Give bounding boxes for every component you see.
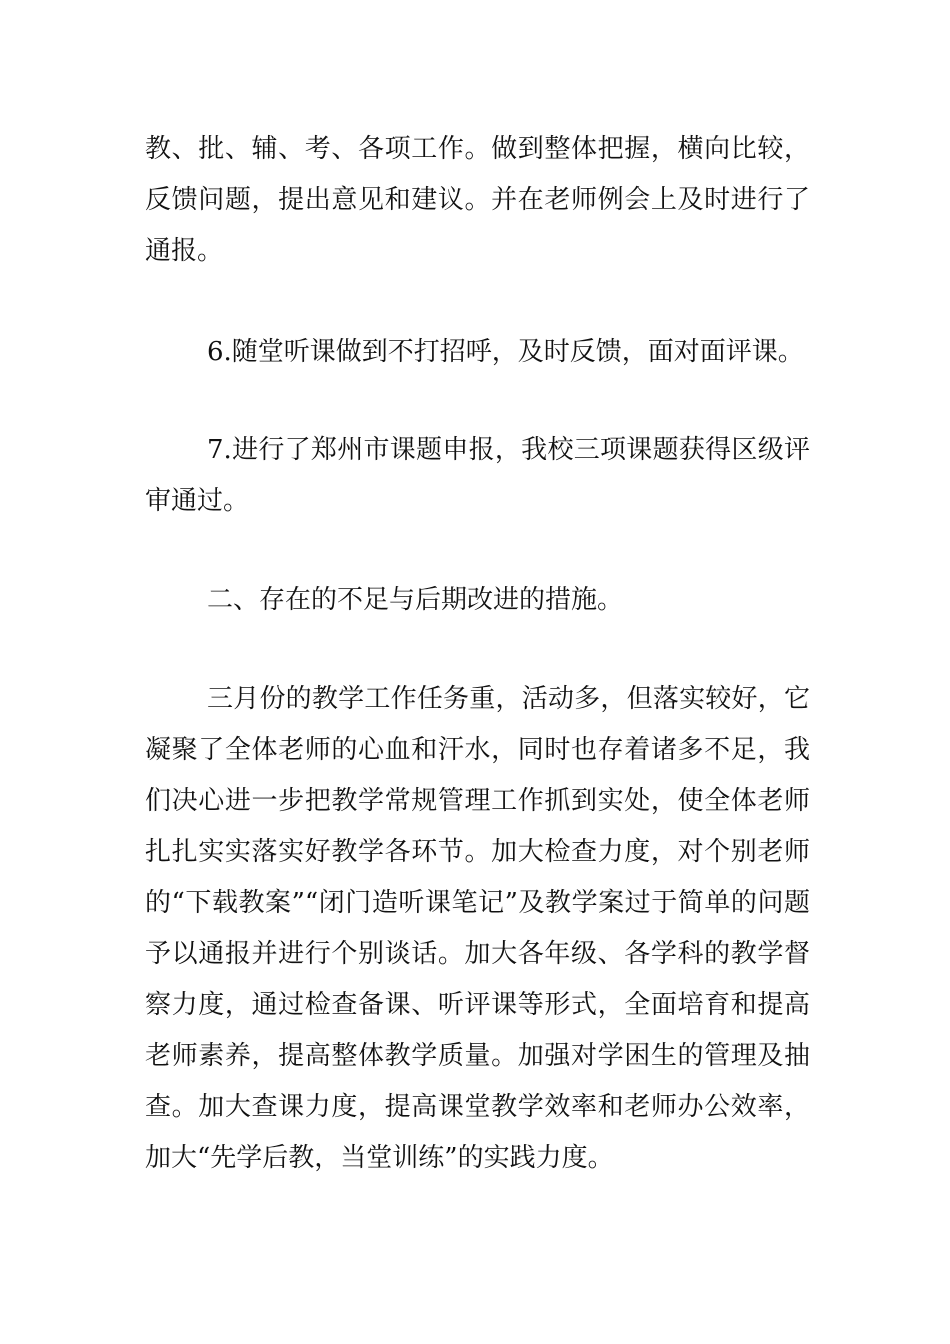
paragraph-continued: 教、批、辅、考、各项工作。做到整体把握，横向比较，反馈问题，提出意见和建议。并在老师例会上及时进行了通报。 xyxy=(145,134,810,266)
section-heading: 二、存在的不足与后期改进的措施。 xyxy=(207,585,624,615)
paragraph-item-6: 6.随堂听课做到不打招呼，及时反馈，面对面评课。 xyxy=(207,337,804,367)
paragraph-body: 三月份的教学工作任务重，活动多，但落实较好，它凝聚了全体老师的心血和汗水，同时也存着诸多不足，我们决心进一步把教学常规管理工作抓到实处，使全体老师扎扎实实落实好教学各环节。加大检查力度，对个别老师的“下载教案”“闭门造听课笔记”及教学案过于简单的问题予以通报并进行个别谈话。加大各年级、各学科的教学督察力度，通过检查备课、听评课等形式，全面培育和提高老师素养，提高整体教学质量。加强对学困生的管理及抽查。加大查课力度，提高课堂教学效率和老师办公效率，加大“先学后教，当堂训练”的实践力度。 xyxy=(145,684,810,1173)
paragraph-item-7: 7.进行了郑州市课题申报，我校三项课题获得区级评审通过。 xyxy=(145,435,810,516)
